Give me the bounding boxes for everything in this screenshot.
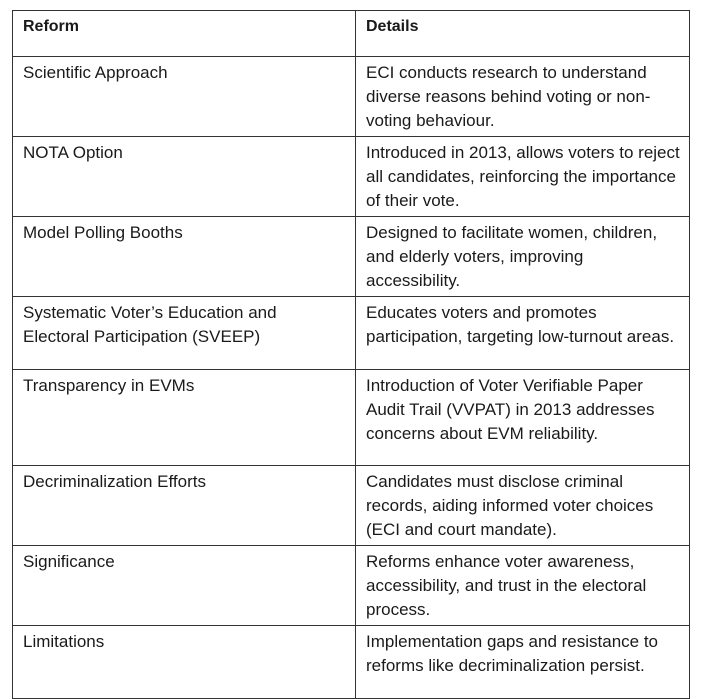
- reform-cell: NOTA Option: [13, 137, 356, 217]
- reform-cell: Limitations: [13, 626, 356, 699]
- table-row: [13, 217, 690, 297]
- details-cell: Candidates must disclose criminal records, aiding informed voter choices (ECI and court mandate).: [356, 466, 690, 546]
- table-row: [13, 57, 690, 137]
- details-cell: Designed to facilitate women, children, and elderly voters, improving accessibility.: [356, 217, 690, 297]
- reform-cell: Systematic Voter’s Education and Electoral Participation (SVEEP): [13, 297, 356, 370]
- reform-cell: Significance: [13, 546, 356, 626]
- details-cell: Introduced in 2013, allows voters to reject all candidates, reinforcing the importance of their vote.: [356, 137, 690, 217]
- table-row: [13, 466, 690, 546]
- reform-cell: Decriminalization Efforts: [13, 466, 356, 546]
- details-cell: Introduction of Voter Verifiable Paper Audit Trail (VVPAT) in 2013 addresses concerns about EVM reliability.: [356, 370, 690, 466]
- header-reform: Reform: [13, 11, 356, 57]
- table-row: [13, 626, 690, 699]
- table-row: [13, 370, 690, 466]
- table-row: [13, 546, 690, 626]
- header-row: [13, 11, 690, 57]
- details-cell: ECI conducts research to understand diverse reasons behind voting or non-voting behaviour.: [356, 57, 690, 137]
- header-details: Details: [356, 11, 690, 57]
- reform-cell: Scientific Approach: [13, 57, 356, 137]
- table-row: [13, 297, 690, 370]
- details-cell: Educates voters and promotes participation, targeting low-turnout areas.: [356, 297, 690, 370]
- details-cell: Reforms enhance voter awareness, accessibility, and trust in the electoral process.: [356, 546, 690, 626]
- reform-cell: Model Polling Booths: [13, 217, 356, 297]
- details-cell: Implementation gaps and resistance to reforms like decriminalization persist.: [356, 626, 690, 699]
- reform-cell: Transparency in EVMs: [13, 370, 356, 466]
- reforms-table: [12, 10, 690, 699]
- table-row: [13, 137, 690, 217]
